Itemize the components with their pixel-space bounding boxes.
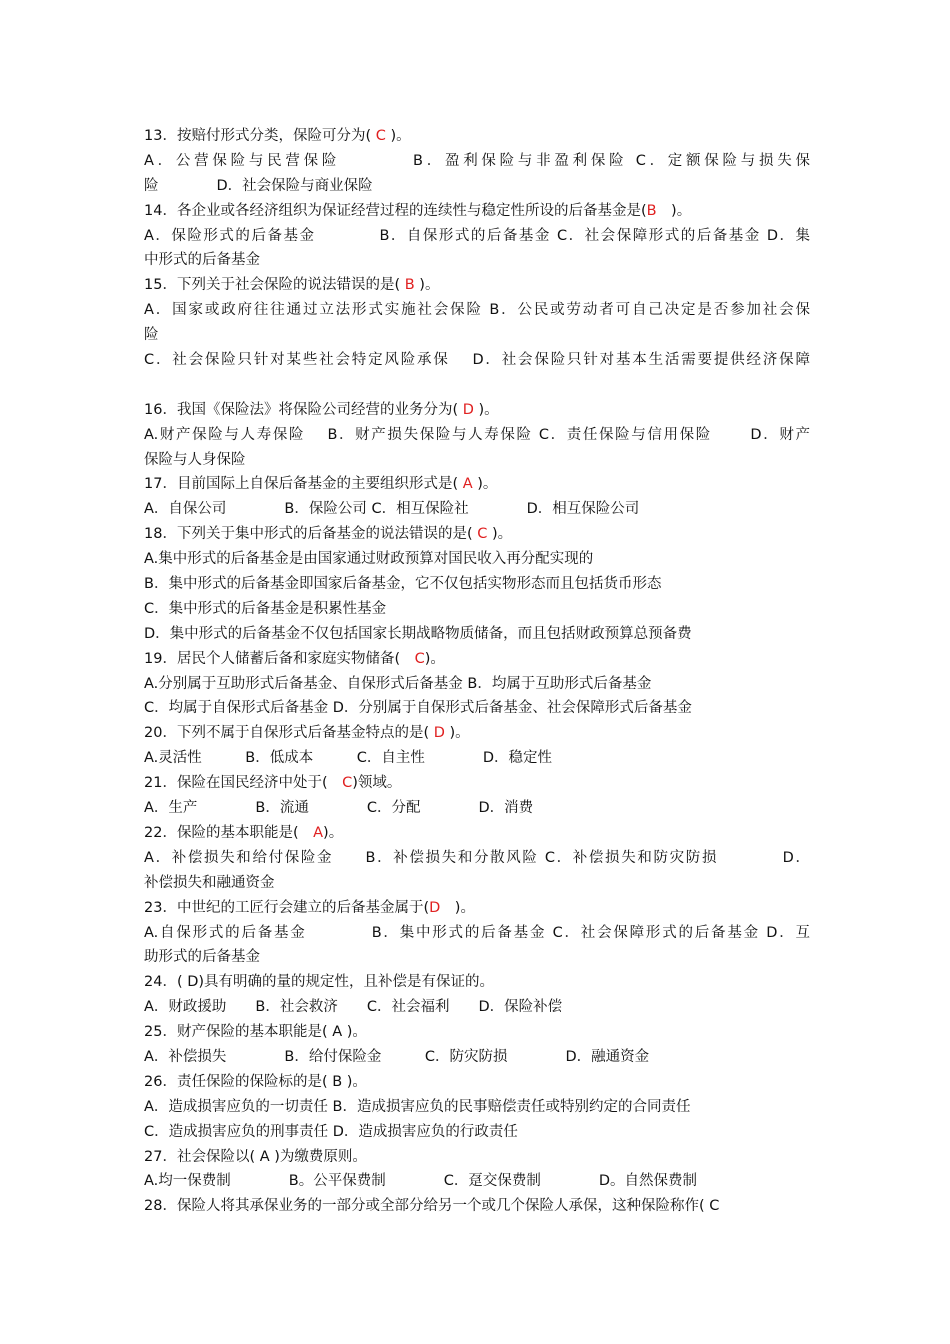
text-segment: C．集中形式的后备基金是积累性基金	[144, 600, 387, 617]
text-segment: 13．按赔付形式分类，保险可分为(	[144, 128, 376, 144]
text-segment: )。	[473, 401, 499, 418]
text-line	[144, 1020, 810, 1045]
text-line	[144, 423, 810, 448]
text-segment: 18．下列关于集中形式的后备基金的说法错误的是(	[144, 526, 478, 543]
text-line	[144, 298, 810, 323]
text-line	[144, 622, 810, 647]
text-segment: A.均一保费制 B。公平保费制 C．趸交保费制 D。自然保费制	[144, 1173, 698, 1190]
text-segment: A．自保公司 B．保险公司 C．相互保险社 D．相互保险公司	[144, 501, 640, 518]
text-segment: 补偿损失和融通资金	[144, 874, 275, 891]
text-segment: A．补偿损失 B．给付保险金 C．防灾防损 D．融通资金	[144, 1048, 650, 1065]
text-line	[144, 970, 810, 995]
text-segment: 险 D．社会保险与商业保险	[144, 177, 373, 194]
text-line	[144, 921, 810, 946]
answer-mark: C	[375, 128, 386, 144]
answer-mark: C	[342, 775, 353, 792]
text-line	[144, 348, 810, 373]
text-line	[144, 945, 810, 970]
document-page	[144, 124, 810, 1219]
text-segment: )。	[440, 899, 475, 916]
text-segment: D．集中形式的后备基金不仅包括国家长期战略物质储备，而且包括财政预算总预备费	[144, 625, 692, 642]
text-segment: )。	[323, 824, 344, 841]
text-segment: C．造成损害应负的刑事责任 D．造成损害应负的行政责任	[144, 1123, 518, 1140]
text-segment: 27．社会保险以( A )为缴费原则。	[144, 1148, 367, 1165]
text-line	[144, 771, 810, 796]
text-segment: C．均属于自保形式后备基金 D．分别属于自保形式后备基金、社会保障形式后备基金	[144, 700, 692, 717]
text-segment: 24．( D)具有明确的量的规定性，且补偿是有保证的。	[144, 974, 495, 991]
text-segment: 中形式的后备基金	[144, 252, 260, 269]
text-segment: )。	[444, 725, 470, 742]
text-segment: A．造成损害应负的一切责任 B．造成损害应负的民事赔偿责任或特别约定的合同责任	[144, 1098, 691, 1115]
answer-mark: C	[414, 650, 425, 667]
text-line	[144, 995, 810, 1020]
text-segment: )。	[414, 277, 440, 294]
text-segment: )。	[424, 650, 445, 667]
text-line	[144, 248, 810, 273]
text-segment: 16．我国《保险法》将保险公司经营的业务分为(	[144, 401, 463, 418]
text-line	[144, 522, 810, 547]
text-line	[144, 1194, 810, 1219]
text-segment: )。	[385, 128, 411, 144]
text-segment: 28．保险人将其承保业务的一部分或全部分给另一个或几个保险人承保，这种保险称作( C	[144, 1198, 720, 1215]
text-line	[144, 871, 810, 896]
text-line	[144, 149, 810, 174]
text-segment: A．生产 B．流通 C．分配 D．消费	[144, 800, 534, 817]
answer-mark: B	[646, 202, 657, 219]
answer-mark: C	[477, 526, 488, 543]
text-line	[144, 672, 810, 697]
text-segment: 14．各企业或各经济组织为保证经营过程的连续性与稳定性所设的后备基金是(	[144, 202, 647, 219]
text-line	[144, 472, 810, 497]
answer-mark: A	[462, 476, 473, 493]
text-line	[144, 796, 810, 821]
text-segment: )。	[656, 202, 692, 219]
answer-mark: A	[313, 824, 324, 841]
text-line	[144, 597, 810, 622]
text-line	[144, 647, 810, 672]
text-segment: 22．保险的基本职能是(	[144, 824, 314, 841]
text-segment: )领域。	[352, 775, 402, 792]
text-line	[144, 497, 810, 522]
text-line	[144, 821, 810, 846]
text-line	[144, 1095, 810, 1120]
blank-line	[144, 373, 810, 398]
text-line	[144, 1169, 810, 1194]
text-segment: A.集中形式的后备基金是由国家通过财政预算对国民收入再分配实现的	[144, 551, 594, 568]
text-line	[144, 696, 810, 721]
text-line	[144, 1045, 810, 1070]
answer-mark: D	[429, 899, 441, 916]
answer-mark: D	[433, 725, 445, 742]
text-segment: 20．下列不属于自保形式后备基金特点的是(	[144, 725, 434, 742]
text-segment: 险	[144, 327, 159, 344]
text-line	[144, 273, 810, 298]
text-line	[144, 1145, 810, 1170]
text-segment: B．集中形式的后备基金即国家后备基金，它不仅包括实物形态而且包括货币形态	[144, 576, 662, 593]
text-segment: 15．下列关于社会保险的说法错误的是(	[144, 277, 405, 294]
text-segment: 25．财产保险的基本职能是( A )。	[144, 1024, 367, 1041]
text-line	[144, 572, 810, 597]
text-segment: A.自保形式的后备基金 B．集中形式的后备基金 C．社会保障形式的后备基金 D．互	[144, 924, 810, 941]
text-segment: A．公营保险与民营保险 B．盈利保险与非盈利保险 C．定额保险与损失保	[144, 152, 810, 169]
text-line	[144, 224, 810, 249]
text-segment: A．国家或政府往往通过立法形式实施社会保险 B．公民或劳动者可自己决定是否参加社会保	[144, 302, 810, 319]
text-line	[144, 448, 810, 473]
text-segment: A.财产保险与人寿保险 B．财产损失保险与人寿保险 C．责任保险与信用保险 D．财产	[144, 426, 810, 443]
text-segment: A.分别属于互助形式后备基金、自保形式后备基金 B．均属于互助形式后备基金	[144, 675, 652, 692]
text-segment: )。	[487, 526, 513, 543]
text-line	[144, 1070, 810, 1095]
text-segment: A.灵活性 B．低成本 C．自主性 D．稳定性	[144, 750, 553, 767]
text-line	[144, 323, 810, 348]
text-segment: 21．保险在国民经济中处于(	[144, 775, 343, 792]
text-line	[144, 746, 810, 771]
text-segment: 19．居民个人储蓄后备和家庭实物储备(	[144, 650, 415, 667]
text-line	[144, 721, 810, 746]
text-segment: )。	[472, 476, 498, 493]
text-line	[144, 1120, 810, 1145]
text-segment: A．财政援助 B．社会救济 C．社会福利 D．保险补偿	[144, 999, 563, 1016]
answer-mark: B	[404, 277, 415, 294]
text-line	[144, 124, 810, 149]
text-segment: 保险与人身保险	[144, 451, 246, 468]
text-line	[144, 398, 810, 423]
text-segment: 26．责任保险的保险标的是( B )。	[144, 1073, 367, 1090]
text-line	[144, 896, 810, 921]
text-segment: C．社会保险只针对某些社会特定风险承保 D．社会保险只针对基本生活需要提供经济保障	[144, 352, 810, 369]
text-segment: A．补偿损失和给付保险金 B．补偿损失和分散风险 C．补偿损失和防灾防损 D．	[144, 849, 810, 866]
text-segment: A．保险形式的后备基金 B．自保形式的后备基金 C．社会保障形式的后备基金 D．集	[144, 227, 810, 244]
text-segment: 助形式的后备基金	[144, 949, 260, 966]
answer-mark: D	[462, 401, 474, 418]
text-segment: 17．目前国际上自保后备基金的主要组织形式是(	[144, 476, 463, 493]
text-line	[144, 199, 810, 224]
text-line	[144, 846, 810, 871]
text-line	[144, 174, 810, 199]
text-line	[144, 547, 810, 572]
text-segment: 23．中世纪的工匠行会建立的后备基金属于(	[144, 899, 430, 916]
